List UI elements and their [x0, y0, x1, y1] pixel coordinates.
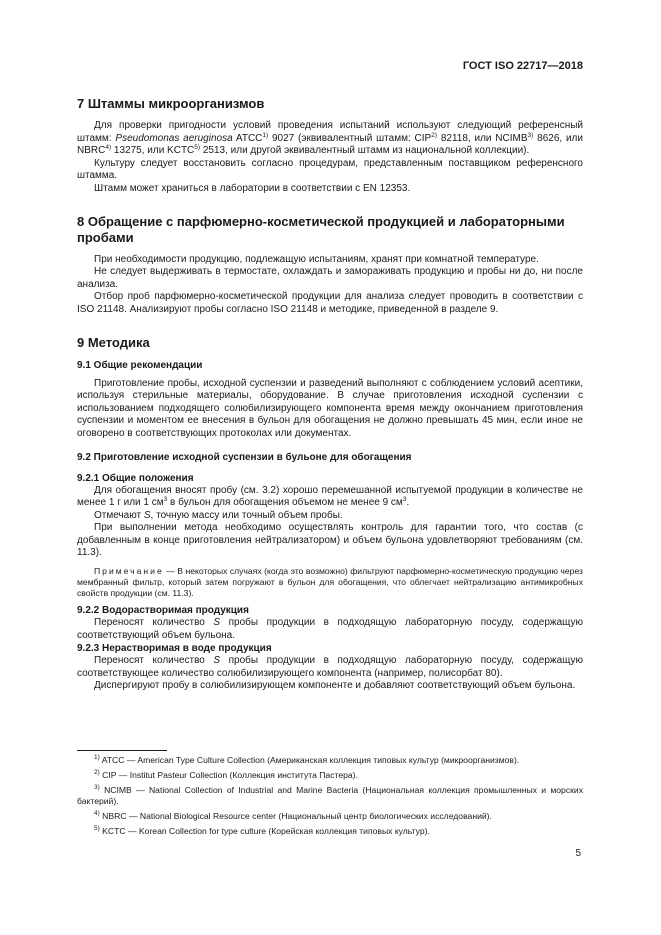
section-9-2-1-paragraph-3: При выполнении метода необходимо осуществлять контроль для гарантии того, что состав (с добавленным в конце приготовления нейтрализатором) и объем бульона удовлетворяют требованиям (см. 11.3).	[77, 522, 583, 559]
section-9-1-title: 9.1 Общие рекомендации	[77, 359, 203, 371]
section-8-paragraph-3: Отбор проб парфюмерно-косметической продукции для анализа следует проводить в соответствии с ISO 21148. Анализируют пробы согласно ISO 21148 и методике, приведенной в разделе 9.	[77, 291, 583, 315]
section-9-2-title: 9.2 Приготовление исходной суспензии в бульоне для обогащения	[77, 451, 412, 463]
page-number: 5	[575, 848, 581, 859]
main-content	[77, 96, 583, 693]
footnote-ref-1: 1)	[262, 131, 269, 139]
footnote-4: $^{4)}$ NBRC — National Biological Resource center (Национальный центр биологических исследований).	[94, 810, 492, 821]
section-8-paragraph-2: Не следует выдерживать в термостате, охлаждать и замораживать продукцию и пробы ни до, ни после анализа.	[77, 266, 583, 290]
note: Примечание — В некоторых случаях (когда это возможно) фильтруют парфюмерно-косметическую продукцию через мембранный фильтр, который затем погружают в бульон для обогащения, что облегчает нейтрализацию антимикробных свойств продукции (см. 11.3).	[77, 566, 583, 599]
footnote-divider	[77, 750, 167, 751]
section-9-2-1-paragraph-1: Для обогащения вносят пробу (см. 3.2) хорошо перемешанной испытуемой продукции в количестве не менее 1 г или 1 $см^3$ в бульон для обогащения объемом не менее 9 $см^3$.	[77, 484, 583, 509]
section-9-2-2-title: 9.2.2 Водорастворимая продукция	[77, 605, 249, 617]
section-9-2-1-paragraph-2: Отмечают S, точную массу или точный объем пробы.	[94, 509, 343, 521]
section-8-title: 8 Обращение с парфюмерно-косметической продукцией и лабораторными пробами	[77, 213, 565, 245]
footnote-ref-4: 4)	[105, 144, 112, 152]
species-name: Pseudomonas aeruginosa	[115, 132, 233, 144]
section-7-paragraph-3: Штамм может храниться в лаборатории в соответствии с EN 12353.	[94, 182, 411, 194]
section-9-2-3-paragraph-2: Диспергируют пробу в солюбилизирующем компоненте и добавляют соответствующий объем бульона.	[94, 680, 576, 692]
footnote-5: $^{5)}$ KCTC — Korean Collection for type culture (Корейская коллекция типовых культур).	[94, 825, 430, 836]
section-7-paragraph-2: Культуру следует восстановить согласно процедурам, представленным поставщиком референсного штамма.	[77, 157, 583, 182]
section-7-title: 7 Штаммы микроорганизмов	[77, 96, 265, 111]
footnote-ref-2: 2)	[431, 131, 437, 139]
footnote-ref-5: 5)	[194, 144, 201, 152]
section-9-2-1-title: 9.2.1 Общие положения	[77, 472, 194, 484]
section-9-1-paragraph: Приготовление пробы, исходной суспензии и разведений выполняют с соблюдением условий асептики, используя стерильные материалы, оборудование. В случае приготовления исходной суспензии с использованием подходящего солюбилизирующего компонента время между окончанием приготовления суспензии и моментом ее внесения в бульон для обогащения не должно превышать 45 мин, если иное не оговорено в соответствующих протоколах или документах.	[77, 377, 583, 439]
note-label: Примечание	[94, 566, 164, 577]
footnotes	[77, 755, 583, 841]
footnote-3: $^{3)}$ NCIMB — National Collection of Industrial and Marine Bacteria (Национальная коллекция промышленных и морских бактерий).	[77, 784, 583, 806]
section-7-paragraph-1: Для проверки пригодности условий проведения испытаний используют следующий референсный штамм: Pseudomonas aeruginosa ATCC$^{1)}$ 9027 (эквивалентный штамм: CIP$^{2)}$ 82118, или NCIMB$^{3)}$ 8626, или NBRC$^{4)}$ 13275, или KCTC$^{5)}$ 2513, или другой эквивалентный штамм из национальной коллекции).	[77, 120, 583, 157]
standard-code-header: ГОСТ ISO 22717—2018	[462, 60, 583, 72]
footnote-1: $^{1)}$ ATCC — American Type Culture Collection (Американская коллекция типовых культур (микроорганизмов).	[94, 754, 520, 765]
section-8-paragraph-1: При необходимости продукцию, подлежащую испытаниям, хранят при комнатной температуре.	[94, 253, 539, 265]
section-9-2-3-paragraph-1: Переносят количество S пробы продукции в подходящую лабораторную посуду, содержащую соответствующее количество солюбилизирующего компонента (например, полисорбат 80).	[77, 655, 584, 679]
section-9-2-2-paragraph: Переносят количество S пробы продукции в подходящую лабораторную посуду, содержащую соответствующий объем бульона.	[77, 617, 584, 641]
footnote-2: $^{2)}$ CIP — Institut Pasteur Collection (Коллекция института Пастера).	[94, 769, 358, 780]
footnote-ref-3: 3)	[527, 131, 534, 139]
section-9-title: 9 Методика	[77, 334, 150, 350]
section-9-2-3-title: 9.2.3 Нерастворимая в воде продукция	[77, 643, 272, 655]
